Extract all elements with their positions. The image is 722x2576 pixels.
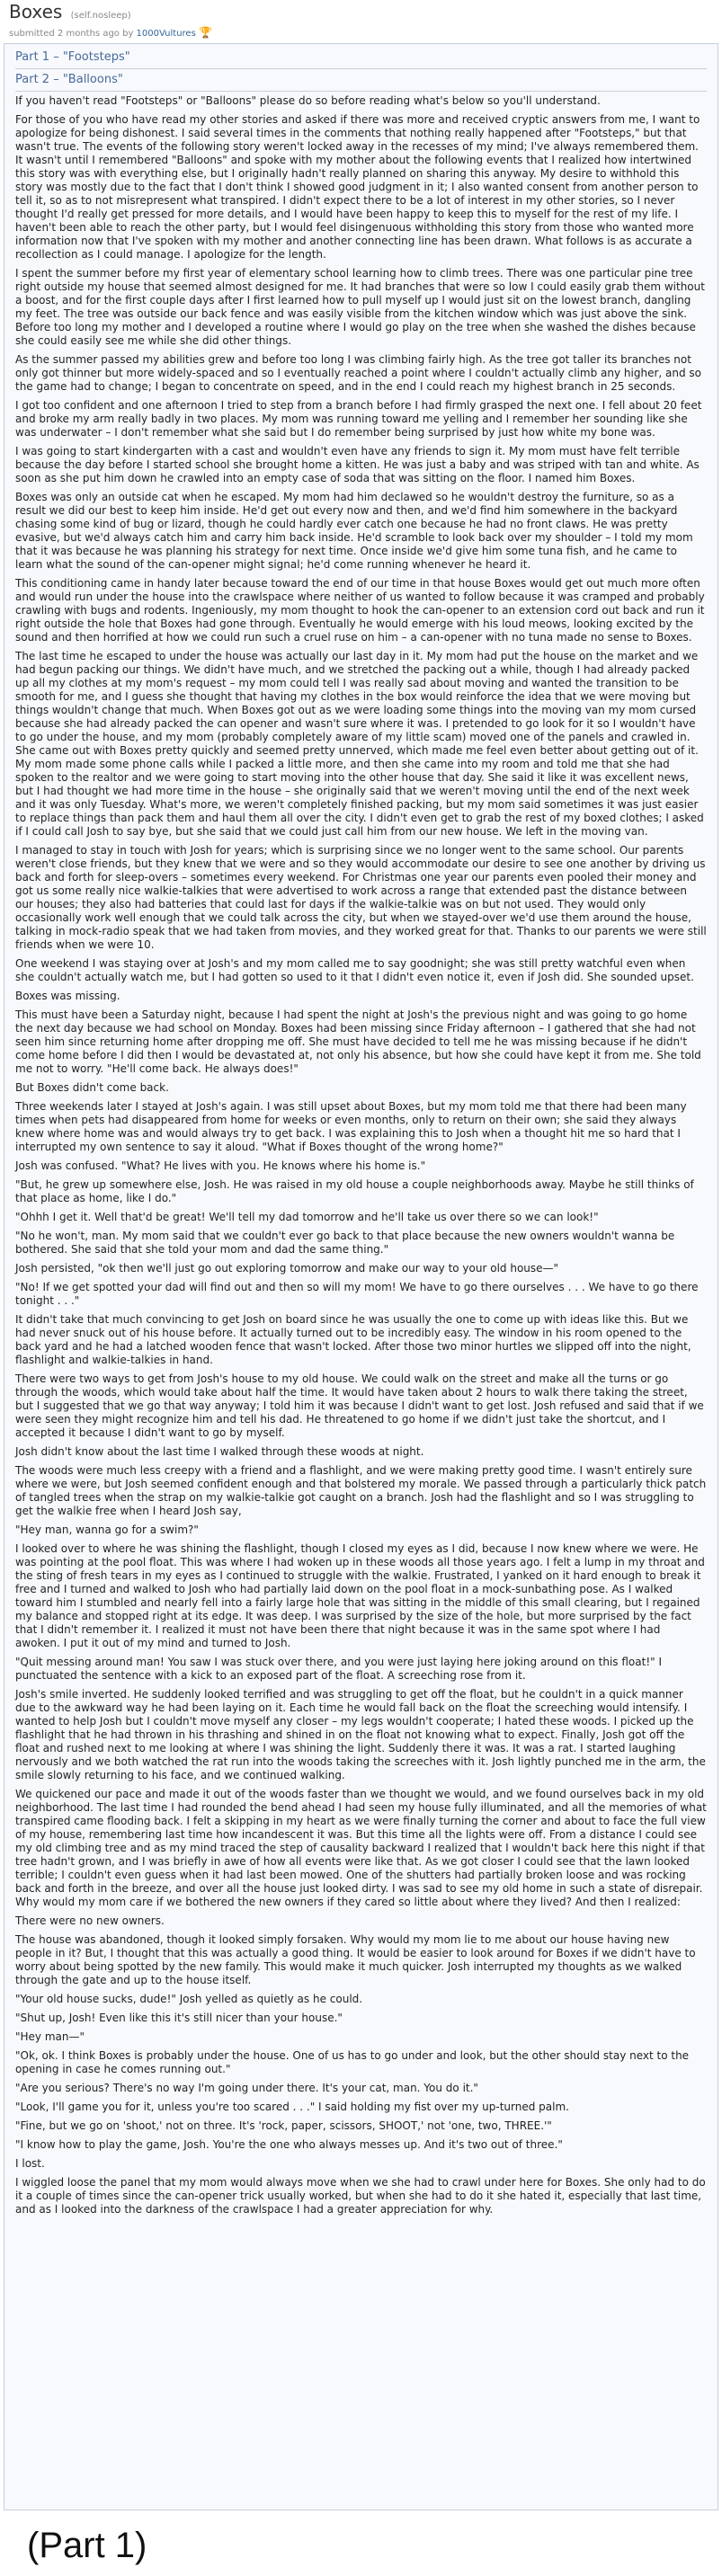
trophy-icon: 🏆 — [198, 26, 212, 39]
story-paragraph: "No he won't, man. My mom said that we couldn't ever go back to that place because the new owners wouldn't wanna be bothered. She said that she told your mom and dad the same thing." — [15, 1230, 675, 1256]
story-paragraph: "Ohhh I get it. Well that'd be great! We'll tell my dad tomorrow and he'll take us over there so we can look!" — [15, 1211, 599, 1223]
part-label: (Part 1) — [27, 2526, 147, 2565]
story-paragraph: "Hey man, wanna go for a swim?" — [15, 1523, 199, 1536]
story-paragraph: "Your old house sucks, dude!" Josh yelled as quietly as he could. — [15, 1993, 363, 2005]
story-paragraph: If you haven't read "Footsteps" or "Balloons" please do so before reading what's below so you'll understand. — [15, 94, 601, 107]
story-paragraph: One weekend I was staying over at Josh's and my mom called me to say goodnight; she was still pretty watchful even when she couldn't actually watch me, but I had gotten so used to it that I didn't even notice it, even if Josh did. She sounded upset. — [15, 957, 694, 983]
post-title[interactable]: Boxes — [9, 1, 63, 22]
story-paragraph: "No! If we get spotted your dad will find out and then so will my mom! We have to go there ourselves . . . We have to go there tonight . . ." — [15, 1281, 699, 1307]
story-paragraph: "Quit messing around man! You saw I was stuck over there, and you were just laying here joking around on this float!" I punctuated the sentence with a kick to an exposed part of the float. A screeching rose from it. — [15, 1656, 663, 1682]
post-meta-prefix: submitted 2 months ago by — [9, 29, 134, 39]
story-paragraph: "Look, I'll game you for it, unless you're too scared . . ." I said holding my fist over my up-turned palm. — [15, 2101, 569, 2113]
story-paragraph: This conditioning came in handy later because toward the end of our time in that house Boxes would get out much more often and would run under the house into the crawlspace where neither of us wanted to follow because it was cramped and probably crawling with bugs and rodents. Ingeniously, my mom thought to hook the can-opener to an extension cord out back and run it right outside the hole that Boxes had gone through. Eventually he would emerge with his loud meows, looking excited by the sound and then horrified at how we could run such a cruel ruse on him – a can-opener with no tuna made no sense to Boxes. — [15, 577, 705, 644]
story-paragraph: I was going to start kindergarten with a cast and wouldn't even have any friends to sign it. My mom must have felt terrible because the day before I started school she brought home a kitten. He was just a baby and was striped with tan and white. As soon as she put him down he crawled into an empty case of soda that was sitting on the floor. I named him Boxes. — [15, 445, 700, 484]
story-paragraph: "But, he grew up somewhere else, Josh. He was raised in my old house a couple neighborhoods away. Maybe he still thinks of that place as home, like I do." — [15, 1178, 694, 1204]
story-paragraph: But Boxes didn't come back. — [15, 1081, 169, 1094]
story-paragraph: Josh persisted, "ok then we'll just go out exploring tomorrow and make our way to your old house—" — [15, 1262, 559, 1275]
story-text — [15, 94, 707, 2216]
story-paragraph: The house was abandoned, though it looked simply forsaken. Why would my mom lie to me about our house having new people in it? But, I thought that this was actually a good thing. It would be easier to look around for Boxes if we didn't have to worry about being spotted by the new family. This would make it much quicker. Josh interrupted my thoughts as we walked through the gate and up to the house itself. — [15, 1933, 696, 1986]
story-paragraph: For those of you who have read my other stories and asked if there was more and received cryptic answers from me, I want to apologize for being dishonest. I said several times in the comments that nothing really happened after "Footsteps," but that wasn't true. The events of the following story weren't locked away in the recesses of my mind; I've always remembered them. It wasn't until I remembered "Balloons" and spoke with my mother about the following events that I realized how intertwined this story was with everything else, but I originally hadn't really planned on sharing this anyway. My desire to withhold this story was mostly due to the fact that I don't think I showed good judgment in it; I also wanted consent from another person to tell it, so as to not misrepresent what transpired. I didn't expect there to be a lot of interest in my other stories, so I never thought I'd really get pressed for more details, and I would have been happy to keep this to myself for the rest of my life. I haven't been able to reach the other party, but I would feel disingenuous withholding this story from those who wanted more information now that I've spoken with my mother and another connecting line has been drawn. What follows is as accurate a recollection as I could manage. I apologize for the length. — [15, 113, 700, 261]
story-paragraph: "Ok, ok. I think Boxes is probably under the house. One of us has to go under and look, but the other should stay next to the opening in case he comes running out." — [15, 2049, 690, 2075]
post-meta — [9, 26, 713, 40]
story-paragraph: I wiggled loose the panel that my mom would always move when we she had to crawl under here for Boxes. She only had to do it a couple of times since the can-opener trick usually worked, but when she had to do it she hated it, especially that last time, and as I looked into the darkness of the crawlspace I had a greater appreciation for why. — [15, 2176, 706, 2216]
story-paragraph: This must have been a Saturday night, because I had spent the night at Josh's the previous night and was going to go home the next day because we had school on Monday. Boxes had been missing since Friday afternoon – I gathered that she had not seen him since returning home after dropping me off. She must have decided to tell me he was missing because if he didn't come home before I did then I would be devastated at, not only his absence, but how she could have kept it from me. She told me not to worry. "He'll come back. He always does!" — [15, 1008, 701, 1075]
story-paragraph: Boxes was missing. — [15, 990, 120, 1002]
story-paragraph: There were no new owners. — [15, 1914, 165, 1927]
author-link[interactable]: 1000Vultures — [136, 29, 196, 39]
story-paragraph: The woods were much less creepy with a friend and a flashlight, and we were making pretty good time. I wasn't entirely sure where we were, but Josh seemed confident enough and that bolstered my morale. We passed through a particularly thick patch of tangled trees when the strap on my walkie-talkie got caught on a branch. Josh had the flashlight and so I was struggling to get the walkie free when I heard Josh say, — [15, 1464, 707, 1517]
divider — [15, 68, 707, 69]
story-paragraph: The last time he escaped to under the house was actually our last day in it. My mom had put the house on the market and we had begun packing our things. We didn't have much, and we stretched the packing out a while, though I had already packed up all my clothes at my mom's request – my mom could tell I was really sad about moving and wanted the transition to be smooth for me, and I guess she thought that having my clothes in the box would reinforce the idea that we were moving but things wouldn't change that much. When Boxes got out as we were loading some things into the moving van my mom cursed because she had already packed the can opener and wasn't sure where it was. I pretended to go look for it so I wouldn't have to go under the house, and my mom (probably completely aware of my little scam) moved one of the panels and crawled in. She came out with Boxes pretty quickly and seemed pretty unnerved, which made me feel even better about getting out of it. My mom made some phone calls while I packed a little more, and then she came into my room and told me that she had spoken to the realtor and we were going to start moving into the other house that day. She said it like it was excellent news, but I had thought we had more time in the house – she originally said that we weren't moving until the end of the next week and it was only Tuesday. What's more, we weren't completely finished packing, but my mom said sometimes it was just easier to replace things than pack them and haul them all over the city. I didn't even get to grab the rest of my boxed clothes; I asked if I could call Josh to say bye, but she said that we could just call him from our new house. We left in the moving van. — [15, 650, 704, 838]
divider — [15, 91, 707, 92]
story-paragraph: Three weekends later I stayed at Josh's again. I was still upset about Boxes, but my mom told me that there had been many times when pets had disappeared from home for weeks or even months, only to return on their own; she said they always knew where home was and would always try to get back. I was explaining this to Josh when a thought hit me so hard that I interrupted my own sentence to say it aloud. "What if Boxes thought of the wrong home?" — [15, 1100, 687, 1153]
story-paragraph: "Fine, but we go on 'shoot,' not on three. It's 'rock, paper, scissors, SHOOT,' not 'one, two, THREE.'" — [15, 2119, 552, 2132]
story-paragraph: Josh was confused. "What? He lives with you. He knows where his home is." — [15, 1159, 426, 1172]
story-paragraph: Boxes was only an outside cat when he escaped. My mom had him declawed so he wouldn't destroy the furniture, so as a result we did our best to keep him inside. He'd get out every now and then, and we'd find him somewhere in the backyard chasing some kind of bug or lizard, though he could hardly ever catch one because he had no front claws. He was pretty evasive, but we'd always catch him and carry him back inside. He'd scramble to look back over my shoulder – I told my mom that it was because he was planning his strategy for next time. Once inside we'd give him some tuna fish, and he came to learn what the sound of the can-opener might signal; he'd come running whenever he heard it. — [15, 491, 693, 571]
story-paragraph: "Hey man—" — [15, 2030, 85, 2043]
story-paragraph: I spent the summer before my first year of elementary school learning how to climb trees. There was one particular pine tree right outside my house that seemed almost designed for me. It had branches that were so low I could easily grab them without a boost, and for the first couple days after I first learned how to pull myself up I would just sit on the lowest branch, dangling my feet. The tree was outside our back fence and was easily visible from the kitchen window which was just above the sink. Before too long my mother and I developed a routine where I would go play on the tree when she washed the dishes because she could easily see me while she did other things. — [15, 267, 705, 347]
story-paragraph: It didn't take that much convincing to get Josh on board since he was usually the one to come up with ideas like this. But we had never snuck out of his house before. It actually turned out to be incredibly easy. The window in his room opened to the back yard and he had a latched wooden fence that wasn't locked. After those two minor hurtles we slipped off into the night, flashlight and walkie-talkies in hand. — [15, 1313, 691, 1366]
toc-link-part-2[interactable]: Part 2 – "Balloons" — [15, 73, 123, 86]
story-paragraph: "I know how to play the game, Josh. You're the one who always messes up. And it's two out of three." — [15, 2138, 563, 2151]
toc-link-part-1[interactable]: Part 1 – "Footsteps" — [15, 50, 130, 64]
post-body — [4, 43, 718, 2510]
story-paragraph: "Are you serious? There's no way I'm going under there. It's your cat, man. You do it." — [15, 2082, 478, 2094]
story-paragraph: Josh's smile inverted. He suddenly looked terrified and was struggling to get off the float, but he couldn't in a quick manner due to the awkward way he had been laying on it. Each time he would fall back on the float the screeching would intensify. I wanted to help Josh but I couldn't move myself any closer – my legs wouldn't cooperate; I hated these woods. I picked up the flashlight that he had thrown in his thrashing and shined in on the float not knowing what to expect. Finally, Josh got off the float and rushed next to me looking at where I was shining the light. Suddenly there it was. It was a rat. I started laughing nervously and we both watched the rat run into the woods taking the screeches with it. Josh lightly punched me in the arm, the smile slowly returning to his face, and we continued walking. — [15, 1688, 706, 1781]
story-paragraph: I lost. — [15, 2157, 45, 2170]
story-paragraph: "Shut up, Josh! Even like this it's still nicer than your house." — [15, 2012, 343, 2024]
story-paragraph: As the summer passed my abilities grew and before too long I was climbing fairly high. As the tree got taller its branches not only got thinner but more widely-spaced and so I eventually reached a point where I couldn't actually climb any higher, and so the game had to change; I began to concentrate on speed, and in the end I could reach my highest branch in 25 seconds. — [15, 353, 702, 393]
story-paragraph: I looked over to where he was shining the flashlight, though I closed my eyes as I did, because I now knew where we were. He was pointing at the pool float. This was where I had woken up in these woods all those years ago. I felt a lump in my throat and the sting of fresh tears in my eyes as I continued to struggle with the walkie. Frustrated, I yanked on it hard enough to break it free and I turned and walked to Josh who had partially laid down on the pool float in a mock-sunbathing pose. As I walked toward him I stumbled and nearly fell into a fairly large hole that was sitting in the middle of this small clearing, but I regained my balance and stopped right at its edge. It was deep. I was surprised by the size of the hole, but more surprised by the fact that I didn't remember it. I realized it must not have been there that night because it was in the same spot where I had awoken. I put it out of my mind and turned to Josh. — [15, 1542, 705, 1649]
story-paragraph: Josh didn't know about the last time I walked through these woods at night. — [15, 1445, 424, 1458]
post-title-line — [9, 0, 713, 26]
story-paragraph: I managed to stay in touch with Josh for years; which is surprising since we no longer went to the same school. Our parents weren't close friends, but they knew that we were and so they would accommodate our desire to see one another by driving us back and forth for sleep-overs – sometimes every weekend. For Christmas one year our parents even pooled their money and got us some really nice walkie-talkies that were advertised to work across a range that extended past the distance between our houses; they also had batteries that could last for days if the walkie-talkie was on but not used. They would only occasionally work well enough that we could talk across the city, but when we stayed-over we'd use them around the house, talking in mock-radio speak that we had taken from movies, and they worked great for that. Thanks to our parents we were still friends when we were 10. — [15, 844, 707, 951]
post-domain[interactable]: (self.nosleep) — [70, 11, 131, 21]
post-header — [0, 0, 722, 43]
story-paragraph: There were two ways to get from Josh's house to my old house. We could walk on the street and make all the turns or go through the woods, which would take about half the time. It would have taken about 2 hours to walk there taking the street, but I suggested that we go that way anyway; I told him it was because I didn't want to get lost. Josh refused and said that if we were seen they might recognize him and tell his dad. He threatened to go home if we didn't just take the shortcut, and I accepted it because I didn't want to go by myself. — [15, 1372, 704, 1439]
series-navigation — [15, 49, 707, 92]
story-paragraph: I got too confident and one afternoon I tried to step from a branch before I had firmly grasped the next one. I fell about 20 feet and broke my arm really badly in two places. My mom was running toward me yelling and I remember her sounding like she was underwater – I don't remember what she said but I do remember being surprised by just how white my bone was. — [15, 399, 702, 439]
story-paragraph: We quickened our pace and made it out of the woods faster than we thought we would, and we found ourselves back in my old neighborhood. The last time I had rounded the bend ahead I had seen my house fully illuminated, and all the memories of what transpired came flooding back. I felt a skipping in my heart as we were finally turning the corner and about to face the full view of my house, remembering last time how incandescent it was. But this time all the lights were off. From a distance I could see my old climbing tree and as my mind traced the step of causality backward I realized that I wouldn't back here this night if that tree hadn't grown, and I was briefly in awe of how all events were like that. As we got closer I could see that the lawn looked terrible; I couldn't even guess when it had last been mowed. One of the shutters had partially broken loose and was rocking back and forth in the breeze, and over all the house just looked dirty. I was sad to see my old home in such a state of disrepair. Why would my mom care if we bothered the new owners if they cared so little about where they lived? And then I realized: — [15, 1788, 707, 1908]
